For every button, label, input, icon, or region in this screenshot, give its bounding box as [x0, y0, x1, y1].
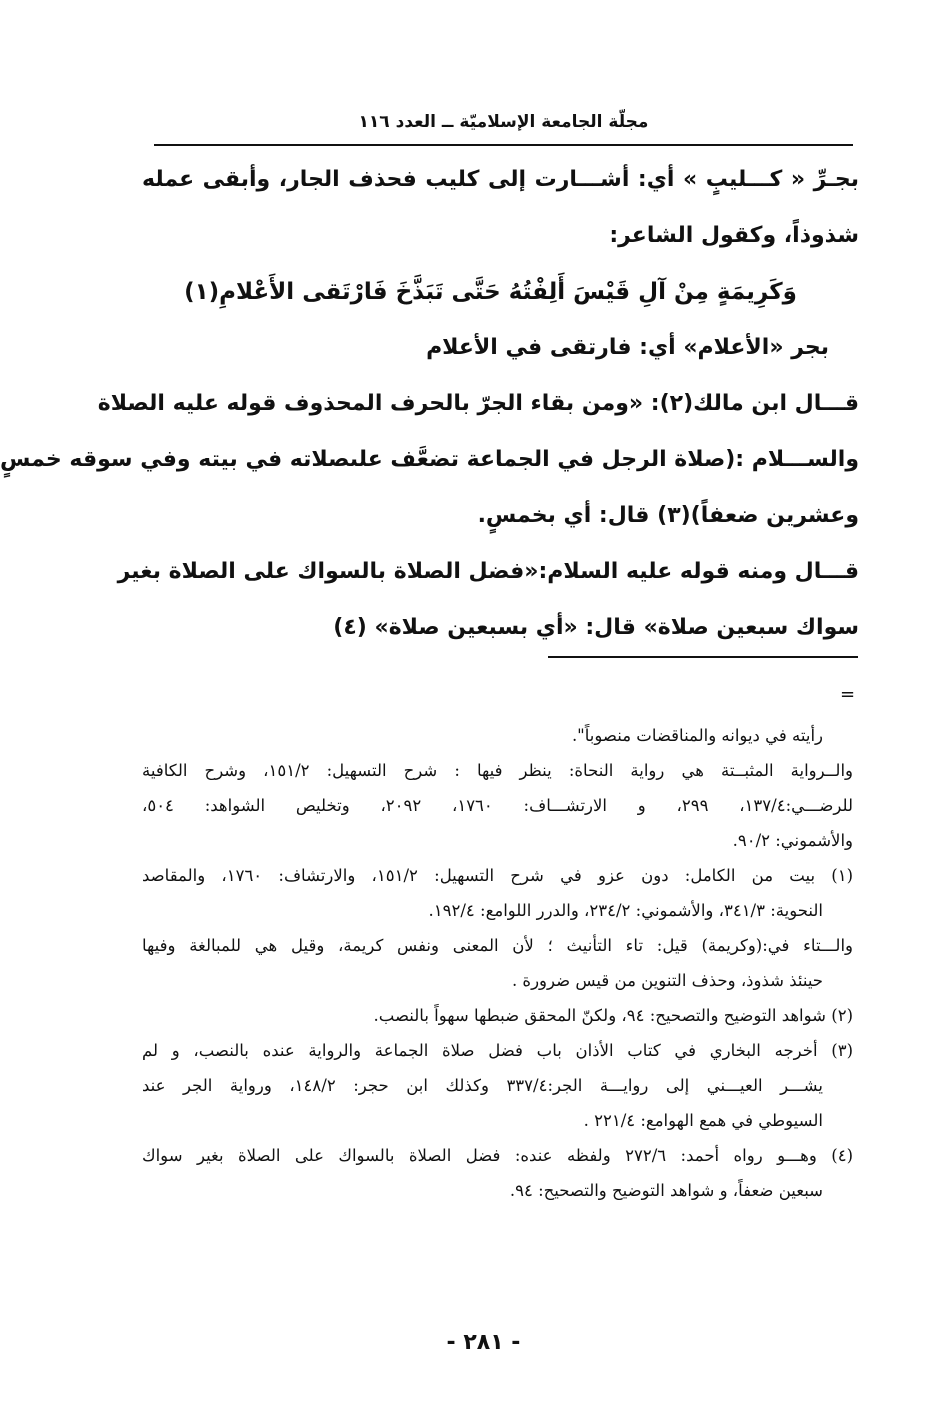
main-line: والســـلام :(صلاة الرجل في الجماعة تضعَّف علىصلاته في بيته وفي سوقه خمسٍ — [0, 447, 859, 472]
footnote-line: والــرواية المثبــتة هي رواية النحاة: ينظر فيها : شرح التسهيل: ١٥١/٢، وشرح الكافية — [142, 761, 854, 780]
main-line: شذوذاً، وكقول الشاعر: — [609, 223, 859, 248]
footnote-line: يشـــر العيـــني إلى روايـــة الجر:٣٣٧/٤ وكذلك ابن حجر: ١٤٨/٢، ورواية الجر عند — [142, 1076, 823, 1095]
footnotes — [142, 718, 853, 1208]
footnote-line: رأيته في ديوانه والمناقضات منصوباً". — [571, 726, 823, 745]
footnote-line: (١) بيت من الكامل: دون عزو في شرح التسهيل: ١٥١/٢، والارتشاف: ١٧٦٠، والمقاصد — [142, 866, 854, 885]
footnote-separator — [548, 656, 858, 658]
page-number: - ٢٨١ - — [446, 1330, 521, 1355]
footnote-line: (٣) أخرجه البخاري في كتاب الأذان باب فضل صلاة الجماعة والرواية عنده بالنصب، و لم — [142, 1041, 853, 1060]
main-line: سواك سبعين صلاة» قال: «أي بسبعين صلاة» (٤) — [333, 615, 859, 640]
footnote-line: والأشموني: ٩٠/٢. — [732, 831, 853, 850]
footnote-line: حينئذ شذوذ، وحذف التنوين من قيس ضرورة . — [511, 971, 823, 990]
footnote-line: سبعين ضعفاً، و شواهد التوضيح والتصحيح: ٩٤. — [509, 1181, 823, 1200]
main-line: بجر «الأعلام» أي: فارتقى في الأعلام — [426, 335, 829, 360]
footnote-line: (٤) وهـــو رواه أحمد: ٢٧٢/٦ ولفظه عنده: فضل الصلاة بالسواك على الصلاة بغير سواك — [142, 1146, 853, 1165]
main-line: وعشرين ضعفاً)(٣) قال: أي بخمسٍ. — [477, 503, 859, 528]
footnote-line: للرضـــي:١٣٧/٤، ٢٩٩، و الارتشـــاف: ١٧٦٠، ٢٠٩٢، وتخليص الشواهد: ٥٠٤، — [142, 796, 853, 815]
main-line: قـــال ومنه قوله عليه السلام:«فضل الصلاة بالسواك على الصلاة بغير — [117, 559, 859, 584]
continuation-mark: = — [840, 684, 856, 705]
footnote-line: النحوية: ٣٤١/٣، والأشموني: ٢٣٤/٢، والدرر اللوامع: ١٩٢/٤. — [428, 901, 823, 920]
footnote-line: السيوطي في همع الهوامع: ٢٢١/٤ . — [583, 1111, 823, 1130]
footnote-line: والـــتاء في:(وكريمة) قيل: تاء التأنيث ؛ لأن المعنى ونفس كريمة، وقيل هي للمبالغة وفيها — [142, 936, 853, 955]
header-rule — [154, 144, 853, 146]
main-line: قـــال ابن مالك(٢): «ومن بقاء الجرّ بالحرف المحذوف قوله عليه الصلاة — [97, 391, 859, 416]
main-text — [0, 152, 859, 656]
footnote-line: (٢) شواهد التوضيح والتصحيح: ٩٤، ولكنّ المحقق ضبطها سهواً بالنصب. — [373, 1006, 853, 1025]
main-line: بجـرِّ « كـــليبٍ » أي: أشـــارت إلى كليب فحذف الجار، وأبقى عمله — [142, 167, 859, 192]
poetry-verse: وَكَرِيمَةٍ مِنْ آلِ قَيْسَ أَلِفْتُهُ حَتَّى تَبَذَّخَ فَارْتَقى الأَعْلامِ(١) — [184, 279, 797, 305]
running-header: مجلّة الجامعة الإسلاميّة ــ العدد ١١٦ — [358, 112, 649, 132]
